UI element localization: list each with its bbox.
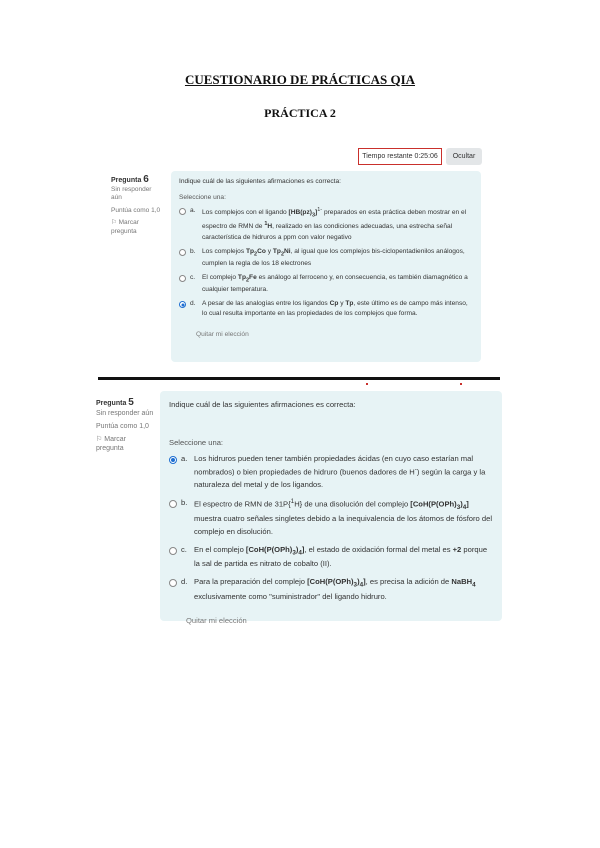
page-divider — [98, 377, 500, 380]
answer-option-a[interactable]: a. Los complejos con el ligando $[HB(pz)_3]^{1-}$ preparados en esta práctica deben mostrar en el espectro de RMN de $^1$H, realizado en las condiciones adecuadas, una estrecha señal característica de hidruros a ppm con valor negativo — [179, 206, 473, 243]
question-status: Sin responder aún — [111, 186, 152, 202]
answer-option-a[interactable]: a. Los hidruros pueden tener también propiedades ácidas (en cuyo caso estarían mal nombrados) o bien propiedades de hidruro (buenos dadores de H-) según la carga y la naturaleza del metal y de los ligandos. — [169, 453, 493, 491]
select-one-label: Seleccione una: — [169, 438, 224, 448]
question-score: Puntúa como 1,0 — [111, 206, 161, 214]
divider-mark — [460, 383, 462, 385]
answer-text: Para la preparación del complejo $[CoH(P(OPh)_3)_4]$, es precisa la adición de NaBH$_4$ exclusivamente como "suministrador" del ligando hidruro. — [194, 577, 476, 602]
answer-option-b[interactable]: b. Los complejos $Tp_2Co$ y $Tp_2Ni$, al igual que los complejos bis-ciclopentadienilos análogos, cumplen la regla de los 18 electrones — [179, 247, 473, 269]
question-number: Pregunta 6 — [111, 174, 149, 185]
radio-button[interactable] — [169, 579, 177, 587]
time-remaining: Tiempo restante 0:25:06 — [358, 148, 442, 165]
question-info — [96, 396, 154, 453]
hide-timer-button[interactable]: Ocultar — [446, 148, 482, 165]
flag-icon: ⚐ — [96, 436, 103, 444]
answer-option-c[interactable]: c. En el complejo $[CoH(P(OPh)_3)_4]$, el estado de oxidación formal del metal es +2 porque la sal de partida es nitrato de cobalto (II). — [169, 544, 493, 571]
question-panel — [171, 171, 481, 362]
answer-option-c[interactable]: c. El complejo $Tp_2Fe$ es análogo al ferroceno y, en consecuencia, es también diamagnético a cualquier temperatura. — [179, 273, 473, 295]
radio-button[interactable] — [179, 249, 186, 256]
document-subtitle: PRÁCTICA 2 — [264, 106, 336, 120]
question-number: Pregunta 5 — [96, 397, 134, 408]
answer-text: Los complejos con el ligando $[HB(pz)_3]^{1-}$ preparados en esta práctica deben mostrar en el espectro de RMN de $^1$H, realizado en las condiciones adecuadas, una estrecha señal característica de hidruros a ppm con valor negativo — [202, 207, 467, 241]
answer-text: En el complejo $[CoH(P(OPh)_3)_4]$, el estado de oxidación formal del metal es +2 porque la sal de partida es nitrato de cobalto (II). — [194, 544, 488, 569]
answer-option-d[interactable]: d. Para la preparación del complejo $[CoH(P(OPh)_3)_4]$, es precisa la adición de NaBH$_4$ exclusivamente como "suministrador" del ligando hidruro. — [169, 576, 493, 603]
radio-button[interactable] — [179, 275, 186, 282]
answer-text: Los hidruros pueden tener también propiedades ácidas (en cuyo caso estarían mal nombrados) o bien propiedades de hidruro (buenos dadores de H-) según la carga y la naturaleza del metal y de los ligandos. — [194, 454, 486, 490]
radio-button[interactable] — [169, 500, 177, 508]
question-text: Indique cuál de las siguientes afirmaciones es correcta: — [169, 400, 356, 409]
clear-choice-link[interactable]: Quitar mi elección — [196, 330, 249, 338]
radio-button-checked[interactable] — [169, 456, 177, 464]
flag-question[interactable]: ⚐ Marcar pregunta — [96, 436, 127, 453]
flag-icon: ⚐ — [111, 219, 117, 227]
divider-mark — [366, 383, 368, 385]
answer-text: A pesar de las analogías entre los ligandos Cp y Tp, este último es de campo más intenso, lo cual resulta importante en las propiedades de los complejos que forma. — [202, 300, 468, 318]
flag-question[interactable]: ⚐ Marcar pregunta — [111, 219, 139, 235]
answer-text: El espectro de RMN de 31P{$^1$H} de una disolución del complejo $[CoH(P(OPh)_3)_4]$ muestra cuatro señales singletes debido a la inequivalencia de los átomos de fósforo del complejo en disolución. — [194, 498, 493, 536]
document-title: CUESTIONARIO DE PRÁCTICAS QIA — [184, 72, 416, 87]
radio-button[interactable] — [169, 547, 177, 555]
select-one-label: Seleccione una: — [179, 194, 226, 202]
answer-option-d[interactable]: d. A pesar de las analogías entre los ligandos Cp y Tp, este último es de campo más intenso, lo cual resulta importante en las propiedades de los complejos que forma. — [179, 299, 473, 319]
answer-text: Los complejos $Tp_2Co$ y $Tp_2Ni$, al igual que los complejos bis-ciclopentadienilos análogos, cumplen la regla de los 18 electrones — [202, 248, 465, 267]
question-info — [111, 173, 163, 236]
question-text: Indique cuál de las siguientes afirmaciones es correcta: — [179, 178, 342, 185]
clear-choice-link[interactable]: Quitar mi elección — [186, 616, 247, 626]
answer-option-b[interactable]: b. El espectro de RMN de 31P{$^1$H} de una disolución del complejo $[CoH(P(OPh)_3)_4]$ muestra cuatro señales singletes debido a la inequivalencia de los átomos de fósforo del complejo en disolución. — [169, 497, 493, 537]
answer-text: El complejo $Tp_2Fe$ es análogo al ferroceno y, en consecuencia, es también diamagnético a cualquier temperatura. — [202, 274, 468, 293]
question-score: Puntúa como 1,0 — [96, 423, 149, 431]
question-panel — [160, 391, 502, 626]
radio-button-checked[interactable] — [179, 301, 186, 308]
radio-button[interactable] — [179, 208, 186, 215]
question-status: Sin responder aún — [96, 410, 154, 417]
